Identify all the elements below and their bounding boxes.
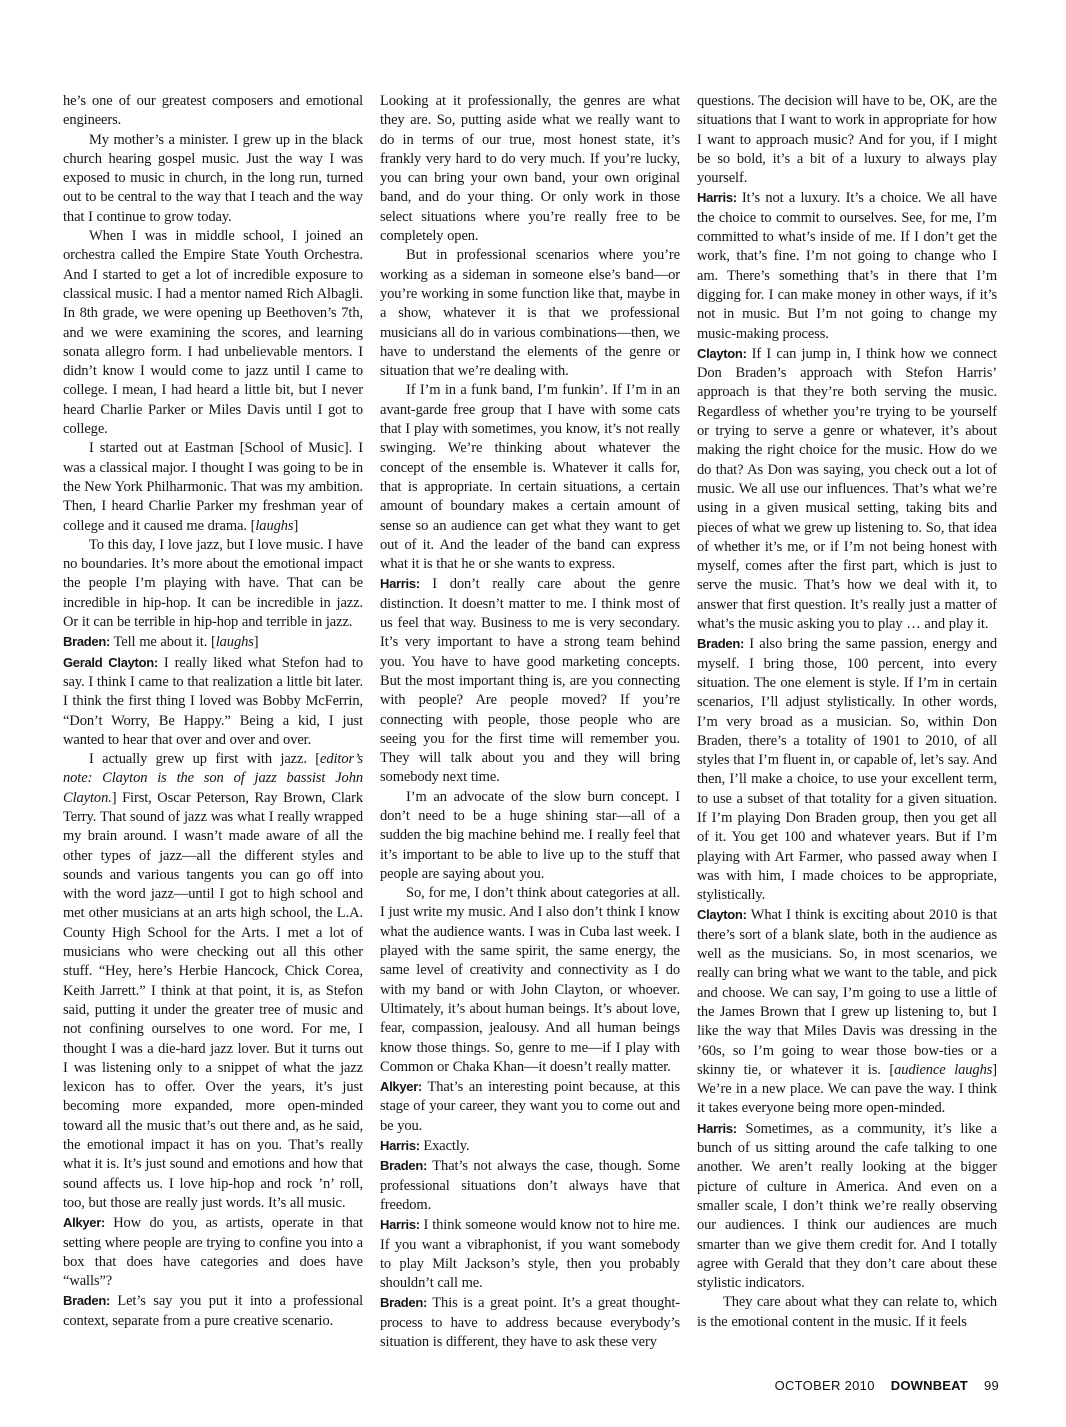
speaker-name: Harris: <box>697 190 742 206</box>
paragraph: If I’m in a funk band, I’m funkin’. If I’m in an avant-garde free group that I have with some cats that I play with sometimes, you know, it’s not really swinging. We’re thinking about whatever the concept of the ensemble is. Whatever it calls for, that is appropriate. In certain situations, a certain amount of boundary makes a certain amount of sense so an audience can get what they want to get out of it. And the leader of the band can express what it is that he or she wants to express. <box>380 382 680 573</box>
paragraph: Braden: That’s not always the case, though. Some professional situations don’t always have that freedom. <box>380 1158 680 1213</box>
issue-date: OCTOBER 2010 <box>774 1378 875 1393</box>
page-footer <box>775 1378 999 1393</box>
paragraph: My mother’s a minister. I grew up in the black church hearing gospel music. Just the way I was exposed to music in church, in the long run, turned out to be central to the way that I teach and the way that I continue to grow today. <box>63 131 363 225</box>
paragraph: Braden: Tell me about it. [laughs] <box>63 634 259 651</box>
magazine-name: DOWNBEAT <box>890 1378 968 1393</box>
paragraph: Harris: It’s not a luxury. It’s a choice. We all have the choice to commit to ourselves. See, for me, I’m committed to what’s inside of me. If I don’t get the work, that’s fine. I’m not going to change who I am. There’s something that’s in there that I’m digging for. I can make money in other ways, if it’s not in music. But I’m not going to change my music-making process. <box>697 190 997 342</box>
speaker-name: Harris: <box>380 1138 424 1154</box>
page-number: 99 <box>983 1378 999 1393</box>
italic-aside: laughs <box>215 634 254 651</box>
paragraph: Alkyer: That’s an interesting point because, at this stage of your career, they want you to come out and be you. <box>380 1079 680 1134</box>
speaker-name: Clayton: <box>697 345 752 361</box>
speaker-name: Alkyer: <box>63 1215 114 1231</box>
article-body <box>63 92 997 1372</box>
speaker-name: Harris: <box>380 1217 424 1233</box>
paragraph: Harris: I don’t really care about the genre distinction. It doesn’t matter to me. I think most of us feel that way. Business to me is very secondary. It’s very important to have a strong team behind you. You have to have good marketing concepts. But the most important thing is, are you connecting with people? Are people moved? If you’re connecting with people, those people who are seeing you for the first time will remember you. They will talk about you and they will bring somebody next time. <box>380 576 680 786</box>
speaker-name: Alkyer: <box>380 1079 428 1095</box>
paragraph: Harris: Sometimes, as a community, it’s like a bunch of us sitting around the cafe talking to one another. We aren’t really looking at the bigger picture of culture in America. And even on a smaller scale, I don’t think we’re really observing our audiences. I think our audiences are much smarter than we give them credit for. And I totally agree with Gerald that they don’t care about these stylistic indicators. <box>697 1120 997 1292</box>
paragraph: Clayton: What I think is exciting about 2010 is that there’s sort of a blank slate, both in the audience as well as the musicians. So, in most scenarios, we really can bring what we want to the table, and pick and choose. We can say, I’m going to use a little of the James Brown that I grew up listening to, but I like the way that Miles Davis was dressing in the ’60s, so I’m going to wear those bow-ties or a skinny tie, or whatever it is. [audience laughs] We’re in a new place. We can pave the way. I think it takes everyone being more open-minded. <box>697 907 997 1117</box>
paragraph: Braden: This is a great point. It’s a great thought-process to have to address because everybody’s situation is different, they have to ask these very <box>380 1295 680 1350</box>
paragraph: Braden: I also bring the same passion, energy and myself. I bring those, 100 percent, into every situation. The one element is style. If I’m in certain scenarios, I’ll adjust stylistically. In other words, I’m very broad as a musician. So, within Don Braden, there’s a totality of 1901 to 2010, of all styles that I’m fluent in, or capable of, let’s say. And then, I’ll make a choice, to use your excellent term, to use a subset of that totality for a given situation. If I’m playing Don Braden group, then you get all of it. You get 100 and whatever years. But if I’m playing with Art Farmer, who passed away when I was with him, I made choices to be appropriate, stylistically. <box>697 636 997 904</box>
text-column <box>697 92 997 1372</box>
italic-aside: audience laughs <box>894 1061 993 1078</box>
paragraph: Looking at it professionally, the genres are what they are. So, putting aside what we really want to do in terms of our true, most honest state, it’s frankly very hard to do very much. If you’re lucky, you can bring your own band, your own original band, and do your thing. Or only work in those select situations where you’re really free to be completely open. <box>380 93 680 245</box>
paragraph: questions. The decision will have to be, OK, are the situations that I want to work in appropriate for how I want to approach music? And for you, if I might be so bold, it’s a bit of a luxury to always play yourself. <box>697 93 997 187</box>
speaker-name: Braden: <box>63 634 114 650</box>
paragraph: I’m an advocate of the slow burn concept. I don’t need to be a huge shining star—all of a sudden the big machine behind me. I really feel that it’s important to be able to live up to the stuff that people are saying about you. <box>380 788 680 882</box>
paragraph: I started out at Eastman [School of Music]. I was a classical major. I thought I was going to be in the New York Philharmonic. That was my ambition. Then, I heard Charlie Parker my freshman year of college and it caused me drama. [laughs] <box>63 440 363 534</box>
paragraph: So, for me, I don’t think about categories at all. I just write my music. And I also don’t think I know what the audience wants. I was in Cuba last week. I played with the same spirit, the same energy, the same level of creativity and connectivity as I do with my band or with John Clayton, or whoever. Ultimately, it’s about human beings. It’s about love, fear, compassion, jealousy. And all human beings know those things. So, genre to me—if I play with Common or Chaka Khan—it doesn’t really matter. <box>380 885 680 1075</box>
paragraph: Braden: Let’s say you put it into a professional context, separate from a pure creative scenario. <box>63 1293 363 1329</box>
speaker-name: Braden: <box>697 636 750 652</box>
text-column <box>380 92 680 1372</box>
paragraph: Alkyer: How do you, as artists, operate in that setting where people are trying to confine you into a box that does have categories and does have “walls”? <box>63 1215 363 1290</box>
speaker-name: Harris: <box>697 1120 746 1136</box>
paragraph: But in professional scenarios where you’re working as a sideman in someone else’s band—or you’re working in some function like that, maybe in a show, whatever it is that we professional musicians all do in various combinations—then, we have to understand the elements of the genre or situation that we’re dealing with. <box>380 247 680 380</box>
paragraph: Harris: I think someone would know not to hire me. If you want a vibraphonist, if you want somebody to play Milt Jackson’s style, then you probably shouldn’t call me. <box>380 1217 680 1292</box>
speaker-name: Gerald Clayton: <box>63 654 164 670</box>
speaker-name: Clayton: <box>697 907 751 923</box>
speaker-name: Braden: <box>380 1295 433 1311</box>
speaker-name: Harris: <box>380 576 433 592</box>
paragraph: Gerald Clayton: I really liked what Stefon had to say. I think I came to that realization a little bit later. I think the first thing I loved was Bobby McFerrin, “Don’t Worry, Be Happy.” Being a kid, I just wanted to hear that over and over and over. <box>63 654 363 748</box>
speaker-name: Braden: <box>63 1293 118 1309</box>
paragraph: To this day, I love jazz, but I love music. I have no boundaries. It’s more about the emotional impact the people I’m playing with have. That can be incredible in hip-hop. It can be incredible in jazz. Or it can be terrible in hip-hop and terrible in jazz. <box>63 536 363 631</box>
speaker-name: Braden: <box>380 1158 433 1174</box>
italic-aside: laughs <box>255 517 294 534</box>
paragraph: When I was in middle school, I joined an orchestra called the Empire State Youth Orchestra. And I started to get a lot of incredible exposure to classical music. I had a mentor named Rich Albagli. In 8th grade, we were opening up Beethoven’s 7th, and we were examining the scores, and learning sonata allegro form. I had unbelievable mentors. I didn’t know I would come to jazz until I came to college. I mean, I had heard a little bit, but I never heard Charlie Parker or Miles Davis until I got to college. <box>63 228 363 438</box>
paragraph: Clayton: If I can jump in, I think how we connect Don Braden’s approach with Stefon Harris’ approach is that they’re both serving the music. Regardless of whether you’re trying to be yourself or trying to serve a genre or whatever, it’s about making the right choice for the music. How do we do that? As Don was saying, you check out a lot of music. We all use our influences. That’s what we’re using in a given musical setting, taking bits and pieces of what we grew up listening to. So, that idea of whether it’s me, or if I’m not being honest with myself, comes after the first part, which is just to serve the music. That’s how we deal with it, to answer that first question. It’s really just a matter of what’s the music asking you to play … and play it. <box>697 345 997 633</box>
paragraph: Harris: Exactly. <box>380 1138 470 1155</box>
italic-aside: editor’s note: Clayton is the son of jazz bassist John Clayton. <box>63 751 363 806</box>
paragraph: They care about what they can relate to, which is the emotional content in the music. If it feels <box>697 1294 997 1330</box>
text-column <box>63 92 363 1372</box>
paragraph: he’s one of our greatest composers and emotional engineers. <box>63 93 363 129</box>
paragraph: I actually grew up first with jazz. [editor’s note: Clayton is the son of jazz bassist John Clayton.] First, Oscar Peterson, Ray Brown, Clark Terry. That sound of jazz was what I really wrapped my brain around. I wasn’t made aware of all the other types of jazz—all the different styles and sounds and various tangents you can go off into with the word jazz—until I got to high school and met other musicians at an arts high school, the L.A. County High School for the Arts. I met a lot of musicians who were checking out all this other stuff. “Hey, here’s Herbie Hancock, Chick Corea, Keith Jarrett.” I think at that point, it is, as Stefon said, putting it under the greater tree of music and not confining ourselves to one word. For me, I thought I was a die-hard jazz lover. But it turns out I was listening only to a snippet of what the jazz lexicon has to offer. Over the years, it’s just becoming more expanded, more open-minded toward all the music that’s out there and, as he said, the emotional impact it has on you. That’s really what it is. It’s just sound and emotions and how that sound affects us. I love hip-hop and rock ’n’ roll, too, but those are really just words. It’s all music. <box>63 751 363 1211</box>
